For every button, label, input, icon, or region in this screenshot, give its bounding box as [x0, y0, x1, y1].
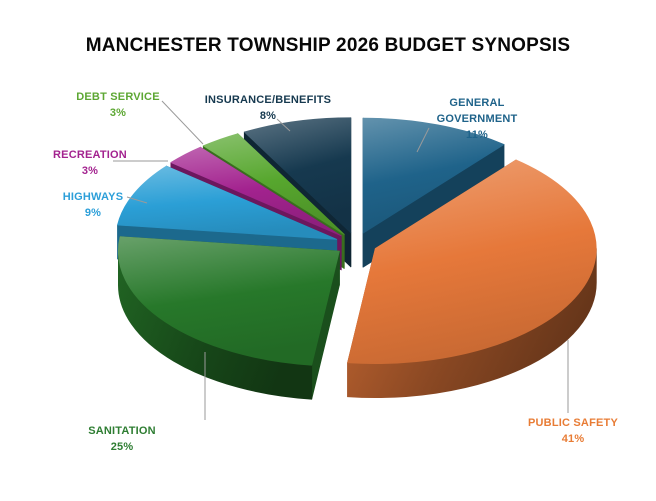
slice-label-line: HIGHWAYS: [62, 191, 124, 203]
slice-label-line: RECREATION: [53, 149, 127, 161]
slice-pct-label: 3%: [81, 165, 99, 177]
chart-title: MANCHESTER TOWNSHIP 2026 BUDGET SYNOPSIS: [85, 35, 571, 56]
pie-slice-sanitation: [118, 237, 339, 400]
leader-line-debt-service: [162, 101, 203, 144]
slice-pct-label: 3%: [109, 107, 127, 119]
slice-label-line: INSURANCE/BENEFITS: [204, 94, 332, 106]
slice-pct-label: 11%: [465, 129, 488, 141]
slice-label-line: SANITATION: [88, 425, 156, 437]
slice-pct-label: 41%: [561, 433, 585, 445]
slice-pct-label: 9%: [84, 207, 102, 219]
slice-pct-label: 8%: [259, 110, 277, 122]
slice-label-line: GENERAL: [449, 97, 505, 109]
slice-pct-label: 25%: [110, 441, 134, 453]
slice-label-line: PUBLIC SAFETY: [528, 417, 618, 429]
slice-label-line: DEBT SERVICE: [76, 91, 160, 103]
slice-label-line: GOVERNMENT: [436, 113, 518, 125]
